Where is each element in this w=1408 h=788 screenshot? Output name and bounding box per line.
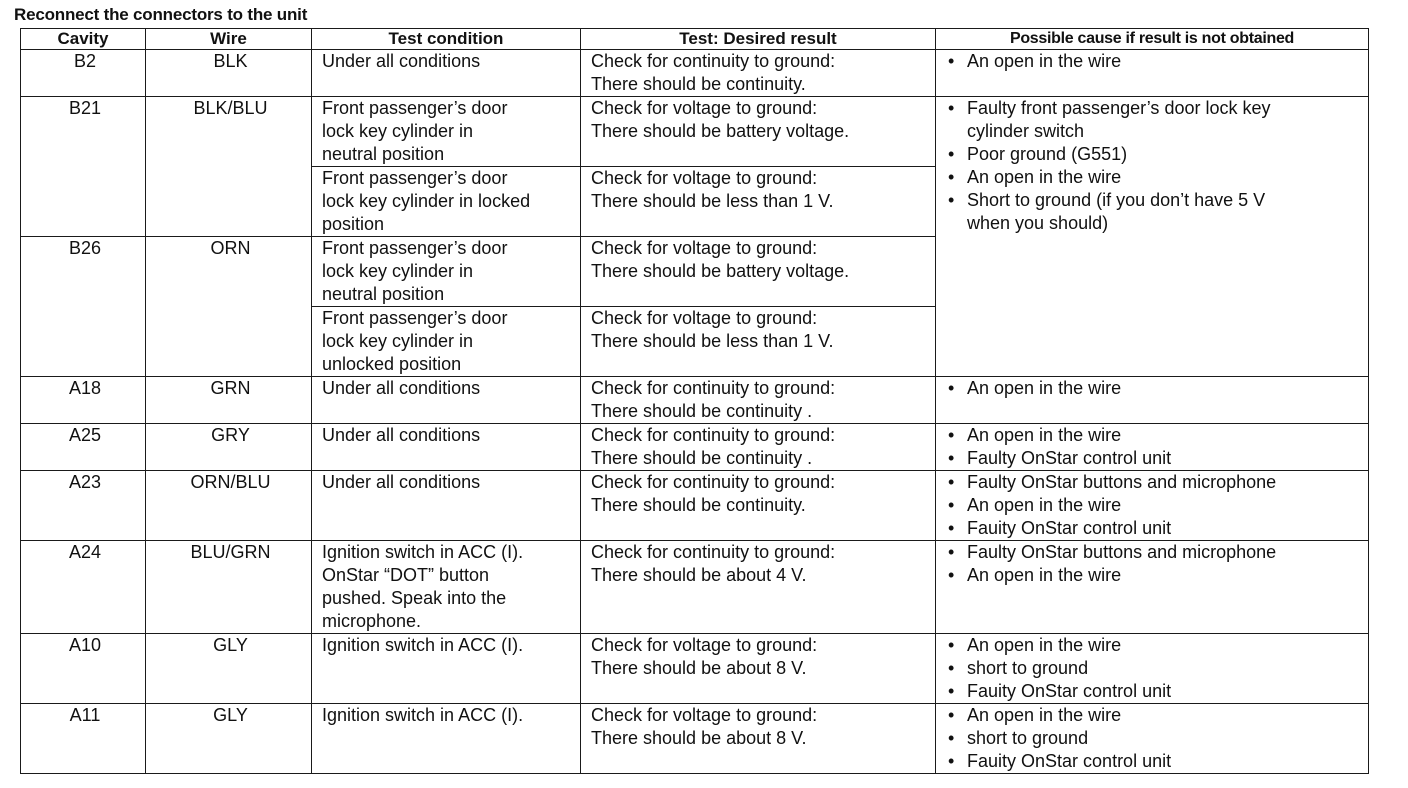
connector-test-table <box>20 28 1369 774</box>
bullet-icon: • <box>948 681 955 701</box>
wire-cell: GLY <box>146 704 312 774</box>
cause-text: An open in the wire <box>967 425 1122 445</box>
possible-cause-cell <box>936 541 1369 634</box>
possible-cause-cell <box>936 377 1369 424</box>
cause-item <box>946 377 1362 400</box>
cause-text: Fauity OnStar control unit <box>967 751 1172 771</box>
cause-text: An open in the wire <box>967 705 1122 725</box>
test-result-cell <box>581 50 936 97</box>
test-condition-text: Ignition switch in ACC (I). OnStar “DOT” button pushed. Speak into the microphone. <box>322 542 524 631</box>
cause-list <box>946 541 1362 587</box>
table-row <box>21 541 1369 634</box>
cause-text: Fauity OnStar control unit <box>967 681 1172 701</box>
table-row <box>21 471 1369 541</box>
wire-cell: ORN/BLU <box>146 471 312 541</box>
possible-cause-cell <box>936 634 1369 704</box>
cause-item <box>946 50 1362 73</box>
test-result-cell <box>581 634 936 704</box>
bullet-icon: • <box>948 542 955 562</box>
test-condition-cell <box>312 237 581 307</box>
test-condition-text: Under all conditions <box>322 378 481 398</box>
cause-text: An open in the wire <box>967 635 1122 655</box>
bullet-icon: • <box>948 425 955 445</box>
table-row <box>21 50 1369 97</box>
cause-item <box>946 143 1362 166</box>
cavity-cell: B21 <box>21 97 146 237</box>
cause-list <box>946 424 1362 470</box>
cause-text: Faulty front passenger’s door lock key cylinder switch <box>967 98 1271 141</box>
header-possible-cause: Possible cause if result is not obtained <box>936 29 1369 50</box>
bullet-icon: • <box>948 167 955 187</box>
wire-cell: GRN <box>146 377 312 424</box>
header-row <box>21 29 1369 50</box>
bullet-icon: • <box>948 728 955 748</box>
cavity-cell: B2 <box>21 50 146 97</box>
test-result-cell <box>581 377 936 424</box>
wire-cell: BLK/BLU <box>146 97 312 237</box>
cause-text: An open in the wire <box>967 565 1122 585</box>
cause-item <box>946 471 1362 494</box>
test-condition-cell <box>312 424 581 471</box>
cause-item <box>946 727 1362 750</box>
cause-item <box>946 704 1362 727</box>
header-test-result: Test: Desired result <box>581 29 936 50</box>
test-result-cell <box>581 307 936 377</box>
bullet-icon: • <box>948 495 955 515</box>
test-result-text: Check for voltage to ground: There should be about 8 V. <box>591 705 818 748</box>
wire-cell: ORN <box>146 237 312 377</box>
bullet-icon: • <box>948 751 955 771</box>
bullet-icon: • <box>948 518 955 538</box>
cause-item <box>946 657 1362 680</box>
cause-item <box>946 494 1362 517</box>
cavity-cell: A25 <box>21 424 146 471</box>
table-row <box>21 424 1369 471</box>
test-condition-text: Ignition switch in ACC (I). <box>322 635 524 655</box>
bullet-icon: • <box>948 378 955 398</box>
wire-cell: GRY <box>146 424 312 471</box>
table-row <box>21 704 1369 774</box>
test-result-text: Check for voltage to ground: There should be less than 1 V. <box>591 308 834 351</box>
bullet-icon: • <box>948 705 955 725</box>
bullet-icon: • <box>948 98 955 118</box>
cause-text: An open in the wire <box>967 378 1122 398</box>
cavity-cell: B26 <box>21 237 146 377</box>
table-body <box>21 50 1369 774</box>
bullet-icon: • <box>948 565 955 585</box>
cause-list <box>946 471 1362 540</box>
test-condition-text: Ignition switch in ACC (I). <box>322 705 524 725</box>
bullet-icon: • <box>948 144 955 164</box>
cause-text: Short to ground (if you don’t have 5 V when you should) <box>967 190 1266 233</box>
test-condition-text: Front passenger’s door lock key cylinder in unlocked position <box>322 308 508 374</box>
test-condition-text: Under all conditions <box>322 425 481 445</box>
cause-text: An open in the wire <box>967 51 1122 71</box>
page-title: Reconnect the connectors to the unit <box>14 5 308 24</box>
test-condition-text: Under all conditions <box>322 51 481 71</box>
cause-item <box>946 680 1362 703</box>
header-wire: Wire <box>146 29 312 50</box>
wire-cell: BLK <box>146 50 312 97</box>
test-result-cell <box>581 424 936 471</box>
cause-text: Faulty OnStar buttons and microphone <box>967 542 1277 562</box>
possible-cause-cell <box>936 424 1369 471</box>
possible-cause-cell <box>936 97 1369 377</box>
cause-item <box>946 564 1362 587</box>
test-condition-cell <box>312 471 581 541</box>
table-row <box>21 634 1369 704</box>
cause-list <box>946 634 1362 703</box>
cause-list <box>946 377 1362 400</box>
test-condition-cell <box>312 634 581 704</box>
cause-item <box>946 517 1362 540</box>
cavity-cell: A23 <box>21 471 146 541</box>
test-result-text: Check for voltage to ground: There should be about 8 V. <box>591 635 818 678</box>
test-condition-text: Front passenger’s door lock key cylinder in locked position <box>322 168 531 234</box>
cause-item <box>946 97 1362 143</box>
test-result-cell <box>581 237 936 307</box>
header-cavity: Cavity <box>21 29 146 50</box>
cavity-cell: A18 <box>21 377 146 424</box>
test-result-cell <box>581 541 936 634</box>
cavity-cell: A10 <box>21 634 146 704</box>
bullet-icon: • <box>948 635 955 655</box>
table-row <box>21 97 1369 167</box>
cause-text: Poor ground (G551) <box>967 144 1128 164</box>
test-result-text: Check for continuity to ground: There should be continuity. <box>591 51 836 94</box>
test-condition-cell <box>312 307 581 377</box>
cause-item <box>946 541 1362 564</box>
test-result-cell <box>581 167 936 237</box>
bullet-icon: • <box>948 51 955 71</box>
bullet-icon: • <box>948 190 955 210</box>
test-result-cell <box>581 704 936 774</box>
test-condition-text: Front passenger’s door lock key cylinder in neutral position <box>322 98 508 164</box>
test-result-text: Check for voltage to ground: There should be battery voltage. <box>591 238 850 281</box>
cause-text: Faulty OnStar buttons and microphone <box>967 472 1277 492</box>
cause-text: An open in the wire <box>967 167 1122 187</box>
cause-item <box>946 750 1362 773</box>
cause-item <box>946 424 1362 447</box>
test-result-text: Check for continuity to ground: There should be continuity . <box>591 378 836 421</box>
wire-cell: GLY <box>146 634 312 704</box>
test-condition-cell <box>312 541 581 634</box>
test-condition-cell <box>312 167 581 237</box>
test-result-cell <box>581 97 936 167</box>
test-condition-cell <box>312 704 581 774</box>
cause-item <box>946 447 1362 470</box>
cause-text: Fauity OnStar control unit <box>967 518 1172 538</box>
cause-text: short to ground <box>967 728 1089 748</box>
cause-list <box>946 704 1362 773</box>
cause-text: Faulty OnStar control unit <box>967 448 1172 468</box>
cause-text: short to ground <box>967 658 1089 678</box>
test-condition-cell <box>312 377 581 424</box>
test-condition-text: Under all conditions <box>322 472 481 492</box>
cause-item <box>946 189 1362 235</box>
possible-cause-cell <box>936 704 1369 774</box>
test-condition-text: Front passenger’s door lock key cylinder in neutral position <box>322 238 508 304</box>
wire-cell: BLU/GRN <box>146 541 312 634</box>
cause-list <box>946 97 1362 235</box>
bullet-icon: • <box>948 448 955 468</box>
bullet-icon: • <box>948 658 955 678</box>
test-result-text: Check for continuity to ground: There should be about 4 V. <box>591 542 836 585</box>
cavity-cell: A24 <box>21 541 146 634</box>
test-condition-cell <box>312 50 581 97</box>
cause-list <box>946 50 1362 73</box>
test-condition-cell <box>312 97 581 167</box>
possible-cause-cell <box>936 471 1369 541</box>
header-test-condition: Test condition <box>312 29 581 50</box>
cause-item <box>946 166 1362 189</box>
test-result-text: Check for continuity to ground: There should be continuity. <box>591 472 836 515</box>
test-result-text: Check for continuity to ground: There should be continuity . <box>591 425 836 468</box>
test-result-text: Check for voltage to ground: There should be less than 1 V. <box>591 168 834 211</box>
bullet-icon: • <box>948 472 955 492</box>
cause-item <box>946 634 1362 657</box>
table-row <box>21 377 1369 424</box>
possible-cause-cell <box>936 50 1369 97</box>
cause-text: An open in the wire <box>967 495 1122 515</box>
cavity-cell: A11 <box>21 704 146 774</box>
test-result-text: Check for voltage to ground: There should be battery voltage. <box>591 98 850 141</box>
test-result-cell <box>581 471 936 541</box>
